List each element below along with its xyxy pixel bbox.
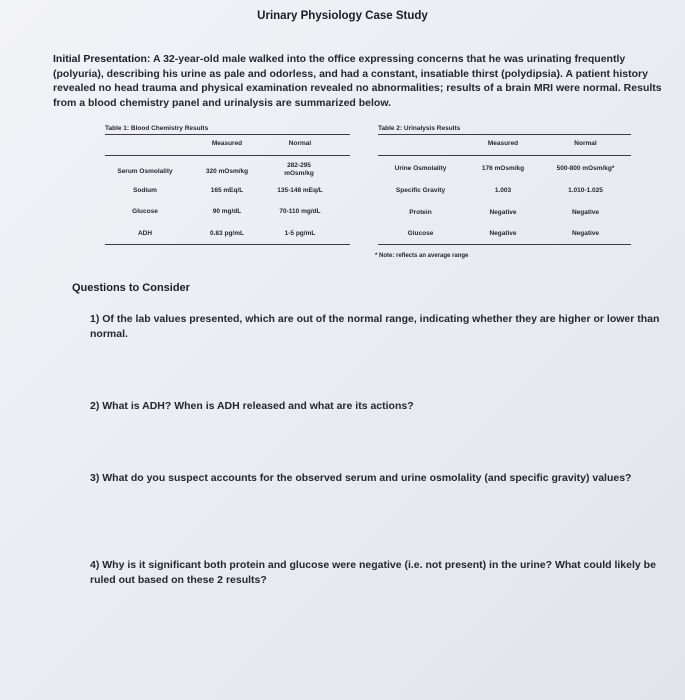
intro-text: A 32-year-old male walked into the office expressing concerns that he was urinating frequently (polyuria), describing his urine as pale and odorless, and had a constant, insatiable thirst (polydipsia). A patient history revealed no head trauma and physical examination revealed no abnormalities; results of a brain MRI were normal. Results from a blood chemistry panel and urinalysis are summarized below. <box>53 53 662 109</box>
intro-paragraph <box>53 52 663 110</box>
table1-header-measured: Measured <box>211 140 243 147</box>
table2-row-normal: 500-800 mOsm/kg* <box>556 165 615 172</box>
table2-header-measured: Measured <box>487 140 519 147</box>
table2-row-normal: Negative <box>571 230 600 237</box>
question-2: 2) What is ADH? When is ADH released and what are its actions? <box>90 400 414 412</box>
table2-row-label: Specific Gravity <box>395 187 446 194</box>
table1-bottom-rule <box>105 244 350 245</box>
table1-row-normal: 70-110 mg/dL <box>279 208 321 215</box>
intro-lead: Initial Presentation: <box>53 53 151 65</box>
table1-row-label: Glucose <box>132 208 158 215</box>
table1-row-normal: 282-295 mOsm/kg <box>284 162 314 177</box>
table2-row-measured: Negative <box>489 209 517 216</box>
table1-row-label: ADH <box>137 230 153 237</box>
table1-header-rule <box>105 155 350 156</box>
question-4: 4) Why is it significant both protein and glucose were negative (i.e. not present) in the urine? What could likely be ruled out based on these 2 results? <box>90 559 656 586</box>
table2-header-rule <box>378 155 631 156</box>
urinalysis-table <box>378 125 631 250</box>
table2-row-label: Glucose <box>407 230 434 237</box>
table2-row-label: Protein <box>409 209 432 216</box>
table1-header-normal: Normal <box>288 140 312 147</box>
table2-bottom-rule <box>378 244 631 245</box>
table-footnote: * Note: reflects an average range <box>375 253 469 259</box>
table2-row-measured: 176 mOsm/kg <box>481 165 525 172</box>
table1-caption: Table 1: Blood Chemistry Results <box>105 125 209 132</box>
page-title: Urinary Physiology Case Study <box>257 10 428 22</box>
table1-row-measured: 165 mEq/L <box>210 187 244 194</box>
question-1: 1) Of the lab values presented, which are out of the normal range, indicating whether they are higher or lower than normal. <box>90 313 660 340</box>
table2-row-normal: Negative <box>571 209 600 216</box>
blood-chemistry-table <box>105 125 350 250</box>
table2-header-normal: Normal <box>574 140 597 147</box>
table1-row-normal: 1-5 pg/mL <box>284 230 316 237</box>
table1-row-measured: 320 mOsm/kg <box>205 168 249 175</box>
table1-row-measured: 0.83 pg/mL <box>210 230 244 237</box>
table1-row-normal: 135-148 mEq/L <box>277 187 323 194</box>
questions-heading: Questions to Consider <box>72 282 190 294</box>
table1-row-label: Sodium <box>133 187 157 194</box>
table2-row-normal: 1.010-1.025 <box>568 187 603 194</box>
question-3: 3) What do you suspect accounts for the observed serum and urine osmolality (and specific gravity) values? <box>90 472 632 484</box>
table2-row-measured: 1.003 <box>494 187 512 194</box>
table2-row-label: Urine Osmolality <box>394 165 447 172</box>
table2-caption: Table 2: Urinalysis Results <box>378 125 461 132</box>
table1-row-label: Serum Osmolality <box>117 168 173 175</box>
table2-top-rule <box>378 134 631 135</box>
table2-row-measured: Negative <box>489 230 517 237</box>
table1-top-rule <box>105 134 350 135</box>
table1-row-measured: 90 mg/dL <box>212 208 242 215</box>
